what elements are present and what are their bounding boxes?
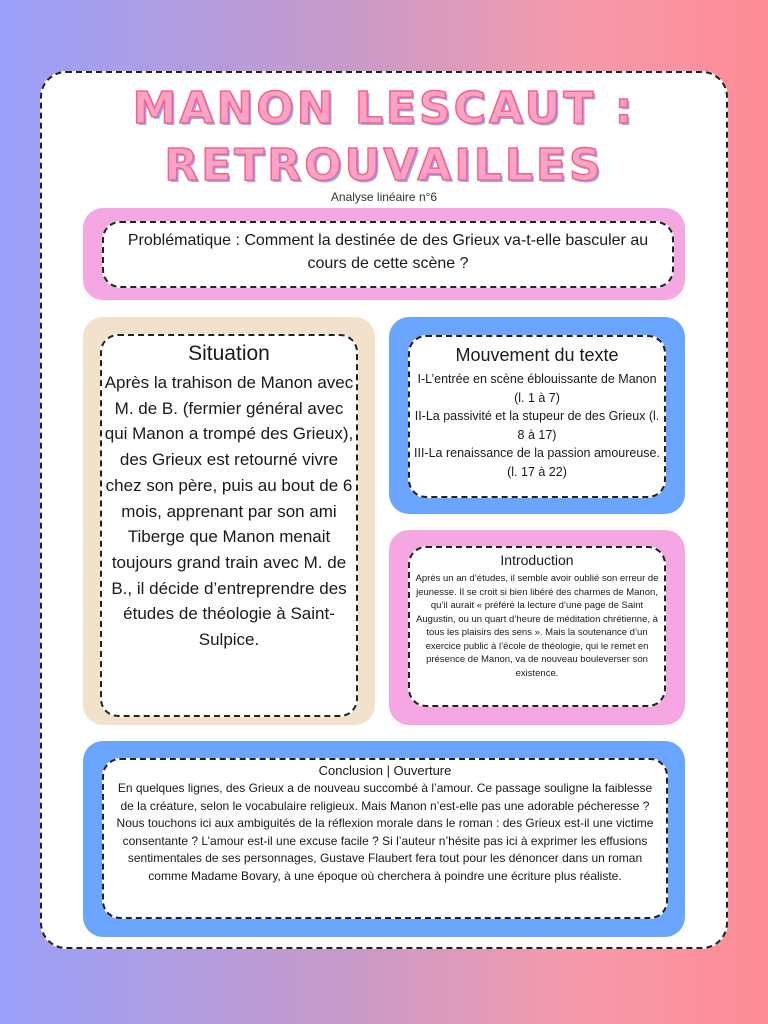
introduction-text: Après un an d’études, il semble avoir oublié son erreur de jeunesse. Il se croit si bien libéré des charmes de Manon, qu’il aurait « préféré la lecture d’une page de Saint Augustin, ou un quart d’heure de méditation chrétienne, à tous les plaisirs des sens ». Mais la soutenance d’un exercice public à l’école de théologie, qui le remet en présence de Manon, va de nouveau bouleverser son existence. [415, 573, 659, 679]
problematique-text: Problématique : Comment la destinée de des Grieux va-t-elle basculer au cours de cette scène ? [127, 232, 649, 272]
problematique-box [102, 221, 674, 288]
situation-text: Après la trahison de Manon avec M. de B. (fermier général avec qui Manon a trompé des Grieux), des Grieux est retourné vivre chez son père, puis au bout de 6 mois, apprenant par son ami Tiberge que Manon menait toujours grand train avec M. de B., il décide d’entreprendre des études de théologie à Saint-Sulpice. [104, 373, 354, 650]
situation-panel [83, 317, 375, 725]
mouvement-title: Mouvement du texte [455, 345, 619, 365]
situation-title: Situation [188, 342, 270, 365]
mouvement-box [408, 335, 666, 498]
conclusion-title: Conclusion | Ouverture [318, 763, 452, 778]
conclusion-panel [83, 741, 685, 937]
introduction-panel [389, 530, 685, 725]
introduction-title: Introduction [500, 552, 574, 568]
mouvement-item: I-L’entrée en scène éblouissante de Manon (l. 1 à 7) [417, 372, 657, 405]
title-line-2: RETROUVAILLES [164, 140, 604, 191]
situation-box [100, 334, 358, 717]
problematique-panel [83, 208, 685, 300]
conclusion-text: En quelques lignes, des Grieux a de nouveau succombé à l’amour. Ce passage souligne la faiblesse de la créature, selon le vocabulaire religieux. Mais Manon n’est-elle pas une adorable pécheresse ? Nous touchons ici aux ambiguités de la réflexion morale dans le roman : des Grieux est-il une victime consentante ? L’amour est-il une excuse facile ? Si l’auteur n’hésite pas ici à exprimer les effusions sentimentales de ses personnages, Gustave Flaubert fera tout pour les dénoncer dans un roman comme Madame Bovary, à une époque où cherchera à poindre une écriture plus réaliste. [116, 781, 654, 883]
mouvement-panel [389, 317, 685, 514]
conclusion-box [102, 758, 668, 919]
introduction-box [408, 546, 666, 707]
mouvement-item: III-La renaissance de la passion amoureuse. (l. 17 à 22) [414, 446, 660, 479]
subtitle: Analyse linéaire n°6 [330, 190, 438, 204]
title-line-1: MANON LESCAUT : [132, 83, 636, 134]
mouvement-item: II-La passivité et la stupeur de des Grieux (l. 8 à 17) [414, 409, 660, 442]
